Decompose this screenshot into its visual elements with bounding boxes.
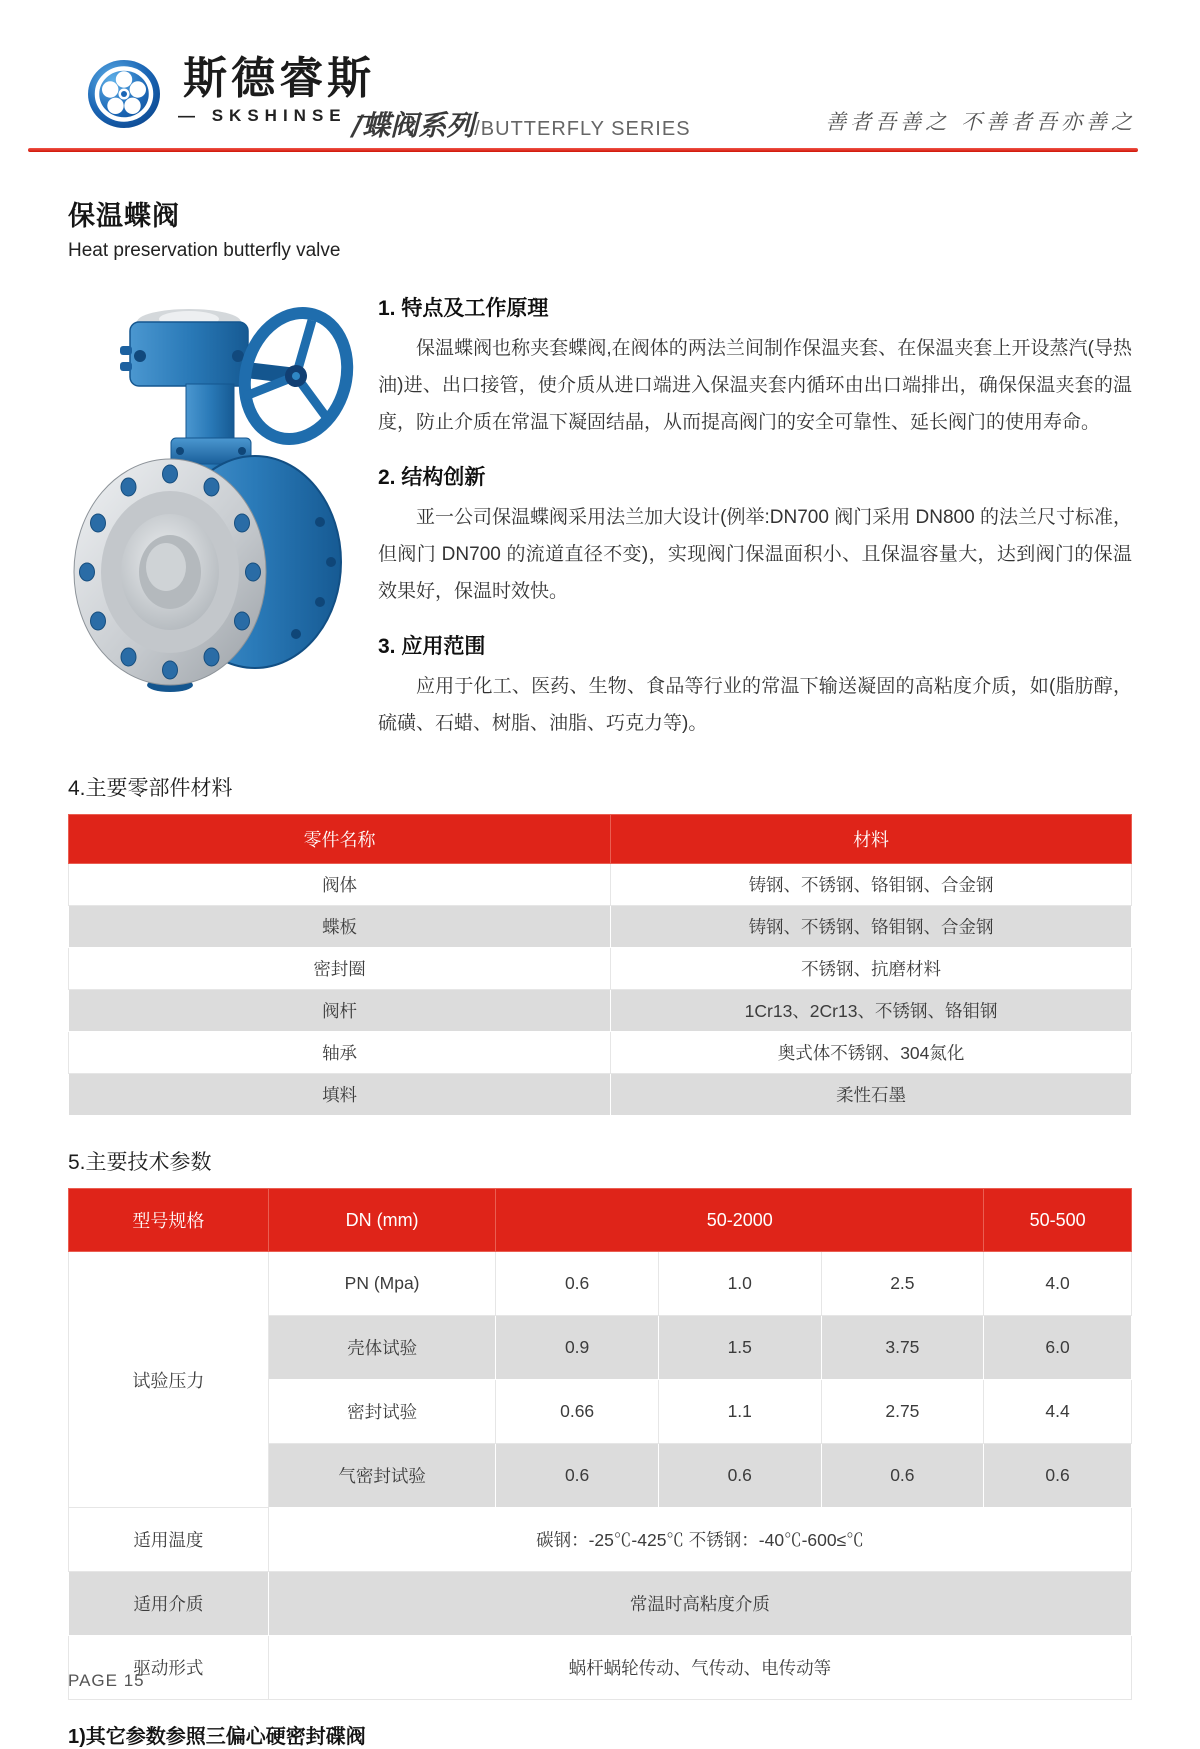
param-label-cell: 驱动形式 xyxy=(69,1636,269,1700)
brand-text xyxy=(178,56,380,126)
materials-table xyxy=(68,814,1132,1116)
table-row xyxy=(69,1572,1132,1636)
material-cell: 1Cr13、2Cr13、不锈钢、铬钼钢 xyxy=(611,990,1132,1032)
value-cell: 4.0 xyxy=(984,1252,1132,1316)
material-cell: 奥式体不锈钢、304氮化 xyxy=(611,1032,1132,1074)
column-header: 零件名称 xyxy=(69,815,611,864)
valve-photo xyxy=(68,272,376,742)
product-title-cn: 保温蝶阀 xyxy=(68,201,180,231)
table-row xyxy=(69,1508,1132,1572)
table-row xyxy=(69,906,1132,948)
param-label-cell: 适用介质 xyxy=(69,1572,269,1636)
param-label-cell: PN (Mpa) xyxy=(268,1252,495,1316)
footnote: 1)其它参数参照三偏心硬密封碟阀 xyxy=(68,1726,366,1748)
value-cell: 1.0 xyxy=(658,1252,821,1316)
value-cell: 碳钢：-25℃-425℃ 不锈钢：-40℃-600≤℃ xyxy=(268,1508,1131,1572)
brand-logo-icon xyxy=(86,56,162,137)
series-title-en: /BUTTERFLY SERIES xyxy=(474,118,691,140)
value-cell: 0.6 xyxy=(496,1252,659,1316)
part-name-cell: 密封圈 xyxy=(69,948,611,990)
value-cell: 2.75 xyxy=(821,1380,984,1444)
page-number: PAGE 15 xyxy=(68,1671,145,1690)
value-cell: 3.75 xyxy=(821,1316,984,1380)
params-table xyxy=(68,1188,1132,1700)
value-cell: 蜗杆蜗轮传动、气传动、电传动等 xyxy=(268,1636,1131,1700)
table-row xyxy=(69,948,1132,990)
part-name-cell: 阀体 xyxy=(69,864,611,906)
part-name-cell: 轴承 xyxy=(69,1032,611,1074)
value-cell: 0.6 xyxy=(821,1444,984,1508)
material-cell: 柔性石墨 xyxy=(611,1074,1132,1116)
value-cell: 6.0 xyxy=(984,1316,1132,1380)
value-cell: 1.1 xyxy=(658,1380,821,1444)
section-features xyxy=(378,292,1132,441)
value-cell: 0.6 xyxy=(496,1444,659,1508)
value-cell: 0.6 xyxy=(984,1444,1132,1508)
product-title-en: Heat preservation butterfly valve xyxy=(68,240,341,261)
value-cell: 0.66 xyxy=(496,1380,659,1444)
material-cell: 铸钢、不锈钢、铬钼钢、合金钢 xyxy=(611,864,1132,906)
intro-text-column xyxy=(376,272,1132,742)
param-label-cell: 气密封试验 xyxy=(268,1444,495,1508)
value-cell: 0.9 xyxy=(496,1316,659,1380)
brand-name-cn: 斯德睿斯 xyxy=(183,54,376,103)
brand-name-en: — SKSHINSE — xyxy=(178,106,381,126)
page-header xyxy=(0,0,1200,152)
table-row xyxy=(69,1032,1132,1074)
value-cell: 常温时高粘度介质 xyxy=(268,1572,1131,1636)
table-row xyxy=(69,864,1132,906)
value-cell: 0.6 xyxy=(658,1444,821,1508)
table-row xyxy=(69,1636,1132,1700)
column-header: 材料 xyxy=(611,815,1132,864)
material-cell: 不锈钢、抗磨材料 xyxy=(611,948,1132,990)
param-label-cell: 壳体试验 xyxy=(268,1316,495,1380)
materials-table-heading: 4.主要零部件材料 xyxy=(68,777,233,800)
brand-logo xyxy=(86,56,380,137)
value-cell: 1.5 xyxy=(658,1316,821,1380)
section-heading: 2. 结构创新 xyxy=(378,466,486,489)
params-header-row xyxy=(69,1189,1132,1252)
value-cell: 4.4 xyxy=(984,1380,1132,1444)
series-title-cn: /蝶阀系列 xyxy=(352,109,475,142)
row-group-label: 试验压力 xyxy=(69,1252,269,1508)
product-title-block xyxy=(68,194,1200,262)
params-table-heading: 5.主要技术参数 xyxy=(68,1151,212,1174)
company-motto: 善者吾善之 不善者吾亦善之 xyxy=(825,110,1136,134)
intro-content xyxy=(68,272,1132,742)
section-body: 应用于化工、医药、生物、食品等行业的常温下输送凝固的高粘度介质，如(脂肪醇，硫磺、石蜡、树脂、油脂、巧克力等)。 xyxy=(378,676,1132,734)
section-applications xyxy=(378,630,1132,742)
materials-header-row xyxy=(69,815,1132,864)
material-cell: 铸钢、不锈钢、铬钼钢、合金钢 xyxy=(611,906,1132,948)
table-row xyxy=(69,990,1132,1032)
column-header: 50-500 xyxy=(984,1189,1132,1252)
section-structure xyxy=(378,461,1132,610)
section-heading: 3. 应用范围 xyxy=(378,635,486,658)
param-label-cell: 适用温度 xyxy=(69,1508,269,1572)
series-title xyxy=(352,104,691,144)
part-name-cell: 阀杆 xyxy=(69,990,611,1032)
section-heading: 1. 特点及工作原理 xyxy=(378,297,549,320)
table-row xyxy=(69,1252,1132,1316)
param-label-cell: 密封试验 xyxy=(268,1380,495,1444)
section-body: 亚一公司保温蝶阀采用法兰加大设计(例举:DN700 阀门采用 DN800 的法兰尺寸标准，但阀门 DN700 的流道直径不变)，实现阀门保温面积小、且保温容量大，达到阀门的保温效果好，保温时效快。 xyxy=(378,507,1132,602)
column-header: DN (mm) xyxy=(268,1189,495,1252)
table-row xyxy=(69,1074,1132,1116)
header-divider-rule xyxy=(28,148,1138,152)
section-body: 保温蝶阀也称夹套蝶阀,在阀体的两法兰间制作保温夹套、在保温夹套上开设蒸汽(导热油)进、出口接管，使介质从进口端进入保温夹套内循环由出口端排出，确保保温夹套的温度，防止介质在常温下凝固结晶，从而提高阀门的安全可靠性、延长阀门的使用寿命。 xyxy=(378,338,1132,433)
column-header: 50-2000 xyxy=(496,1189,984,1252)
column-header: 型号规格 xyxy=(69,1189,269,1252)
part-name-cell: 填料 xyxy=(69,1074,611,1116)
value-cell: 2.5 xyxy=(821,1252,984,1316)
part-name-cell: 蝶板 xyxy=(69,906,611,948)
